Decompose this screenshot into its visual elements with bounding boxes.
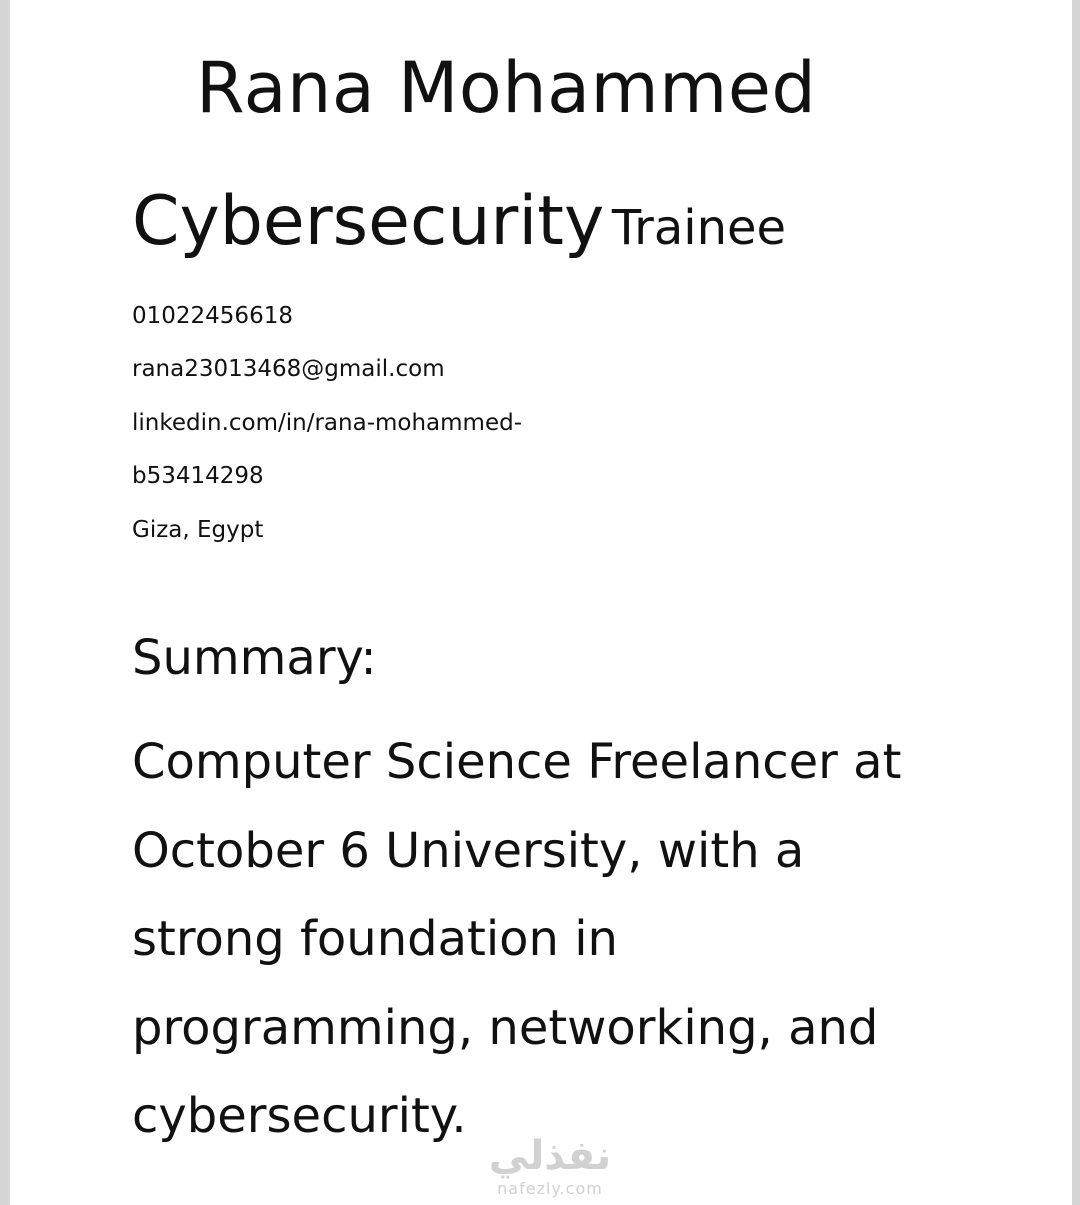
contact-linkedin: linkedin.com/in/rana-mohammed- <box>132 410 523 436</box>
contact-linkedin-continued: b53414298 <box>132 463 264 489</box>
candidate-name: Rana Mohammed <box>196 47 817 129</box>
summary-line: cybersecurity. <box>132 1088 467 1144</box>
contact-location: Giza, Egypt <box>132 517 264 543</box>
summary-line: Computer Science Freelancer at <box>132 734 902 790</box>
watermark-logo <box>480 1132 620 1198</box>
contact-phone: 01022456618 <box>132 303 293 329</box>
summary-line: strong foundation in <box>132 911 618 967</box>
summary-heading: Summary: <box>132 630 377 686</box>
job-title-main: Cybersecurity <box>132 182 605 261</box>
job-title <box>132 180 786 270</box>
job-title-suffix: Trainee <box>611 200 787 256</box>
summary-line: October 6 University, with a <box>132 823 805 879</box>
summary-line: programming, networking, and <box>132 1000 879 1056</box>
watermark-domain: nafezly.com <box>497 1179 603 1198</box>
watermark-arabic: نفذلي <box>488 1133 612 1179</box>
contact-email: rana23013468@gmail.com <box>132 356 445 382</box>
resume-page <box>10 0 1072 1205</box>
